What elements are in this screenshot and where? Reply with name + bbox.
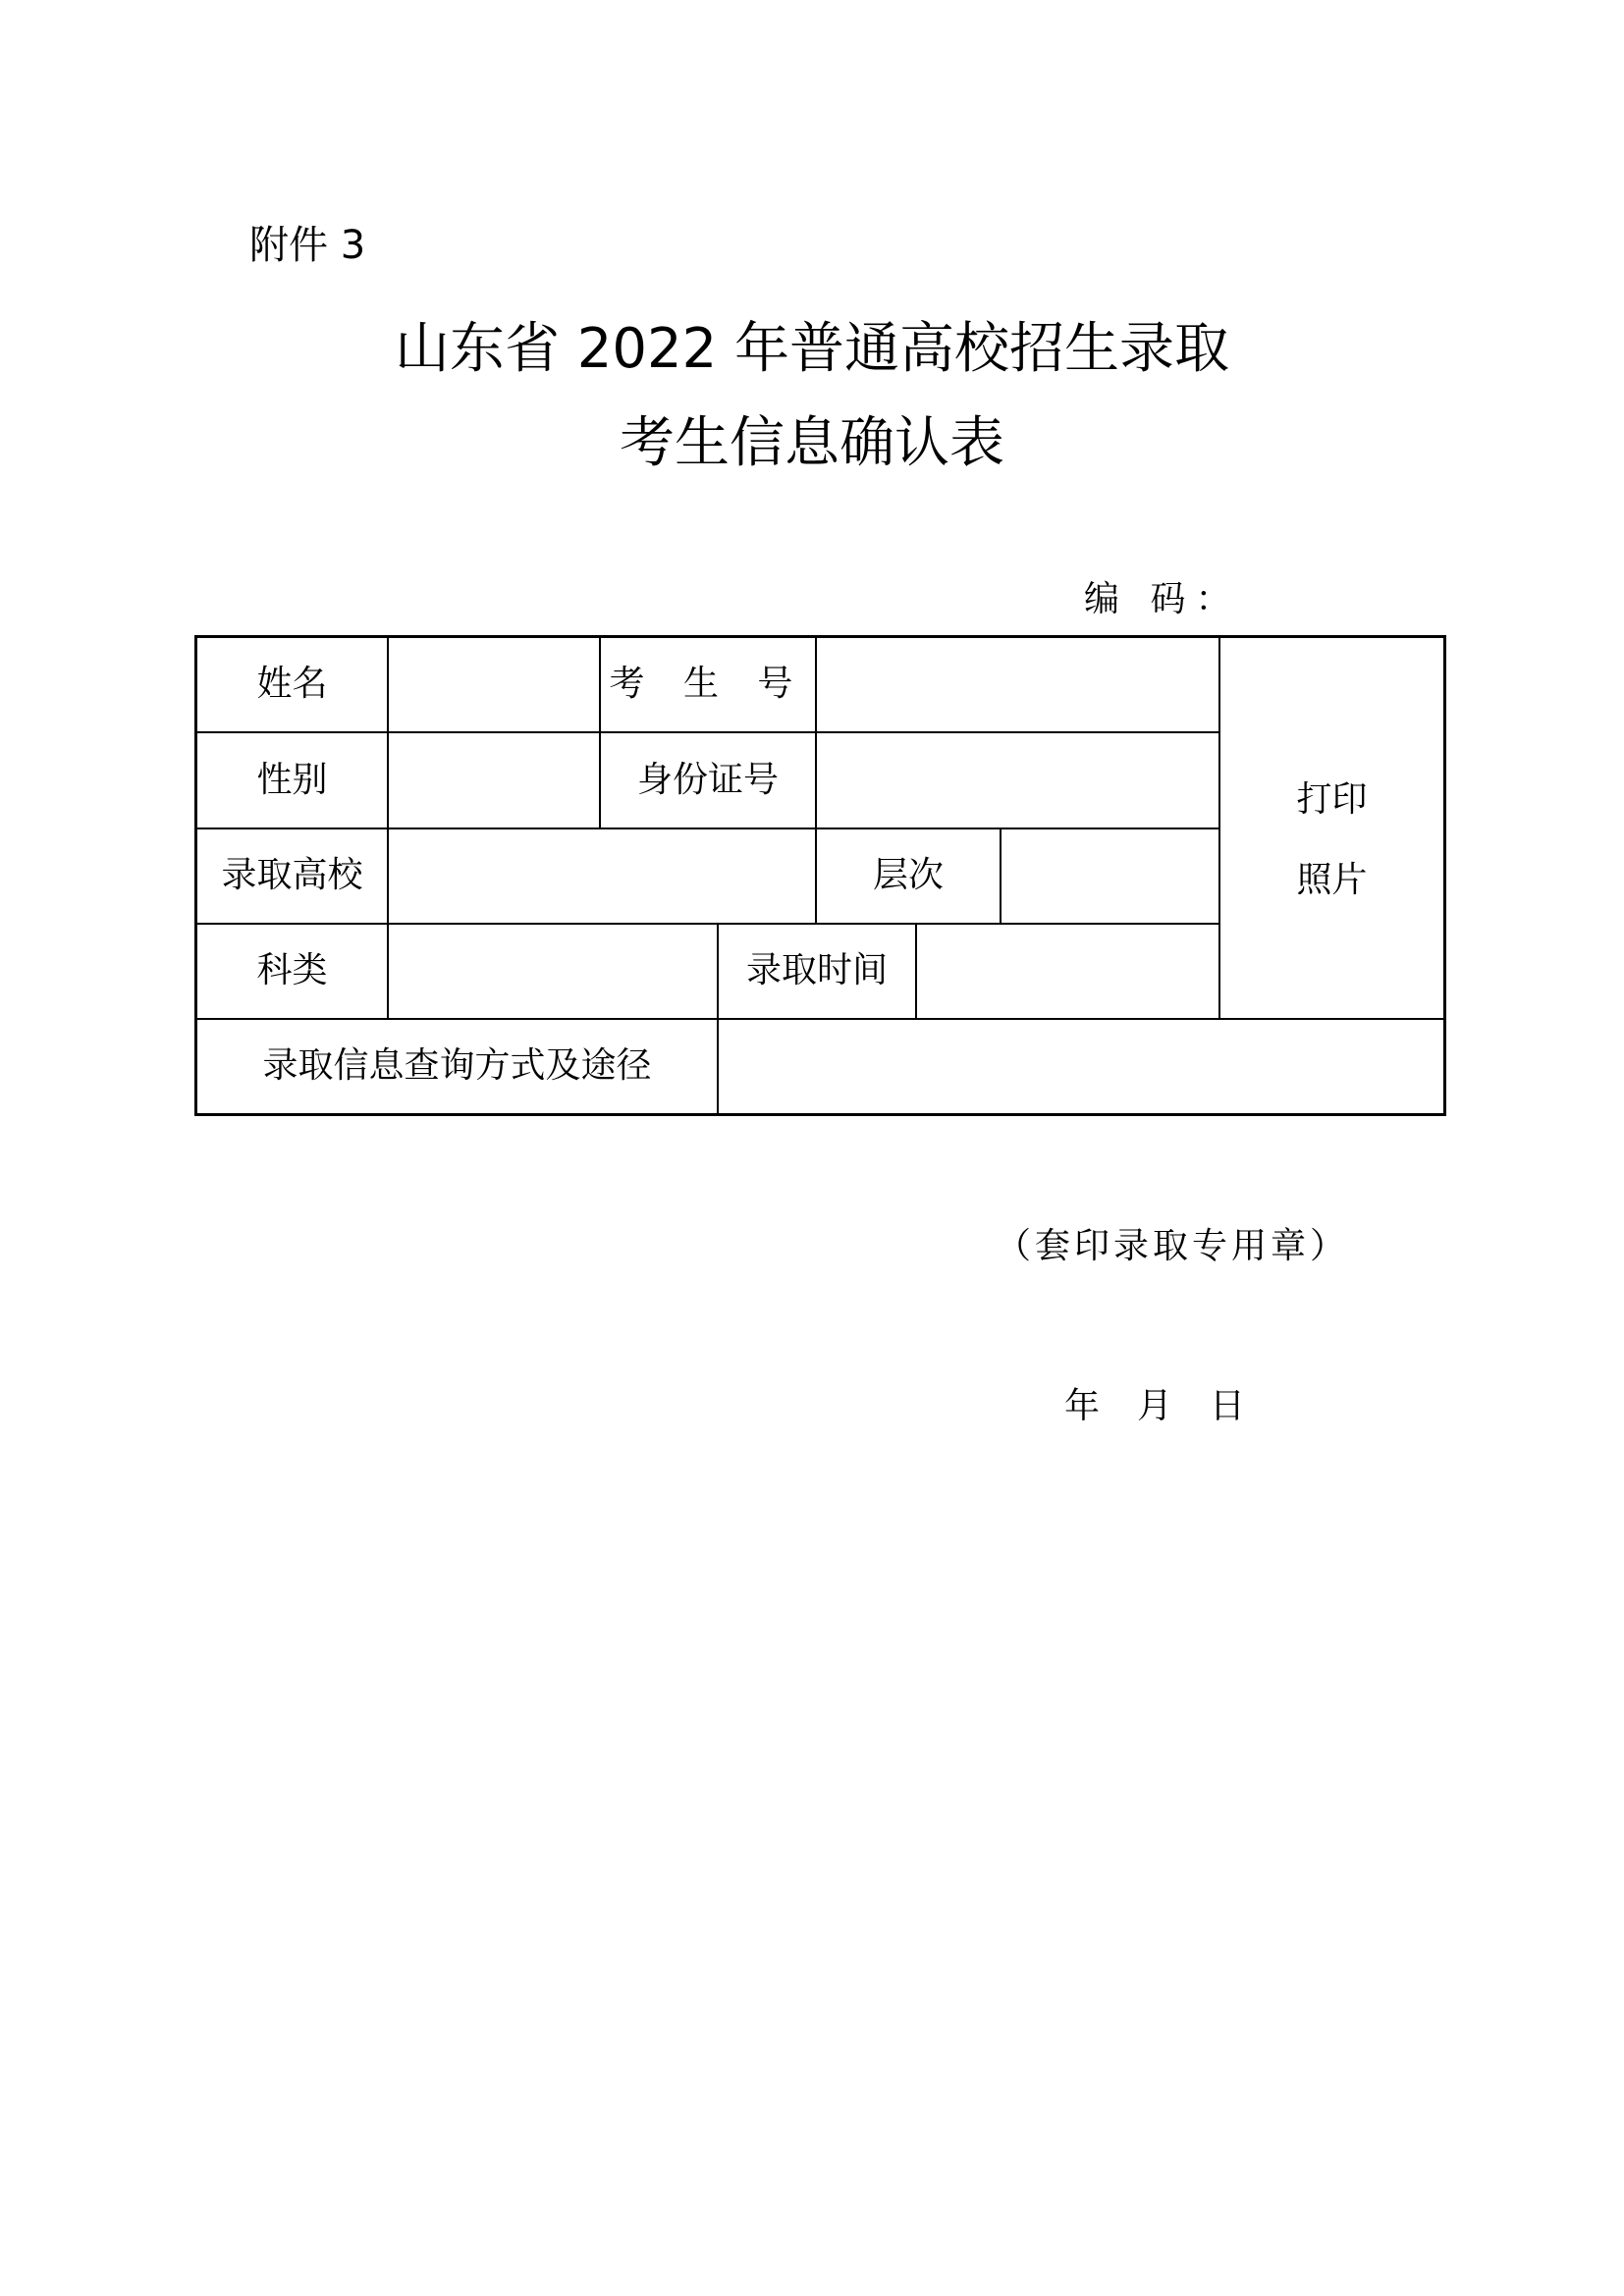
gender-label: 性别 bbox=[256, 760, 328, 800]
code-label: 编 码： bbox=[1084, 579, 1241, 619]
row-divider bbox=[197, 1018, 1443, 1020]
attachment-label: 附件 3 bbox=[249, 223, 366, 268]
row-divider bbox=[197, 923, 1220, 925]
college-label: 录取高校 bbox=[221, 855, 363, 895]
column-divider bbox=[1000, 828, 1001, 923]
date-line bbox=[1064, 1382, 1282, 1431]
date-year: 年 bbox=[1064, 1386, 1101, 1426]
admission-time-label: 录取时间 bbox=[745, 950, 888, 990]
level-label: 层次 bbox=[872, 855, 944, 895]
column-divider bbox=[915, 923, 917, 1018]
column-divider bbox=[1218, 638, 1220, 1018]
row-divider bbox=[197, 731, 1220, 733]
name-label: 姓名 bbox=[256, 664, 328, 704]
document-title-line1: 山东省 2022 年普通高校招生录取 bbox=[394, 317, 1230, 381]
date-day: 日 bbox=[1210, 1386, 1246, 1426]
row-divider bbox=[197, 828, 1220, 829]
document-title-line2: 考生信息确认表 bbox=[620, 411, 1004, 475]
photo-label-line1: 打印 bbox=[1296, 779, 1368, 820]
exam-number-label: 考 生 号 bbox=[609, 664, 807, 704]
confirmation-form-table bbox=[194, 635, 1446, 1116]
subject-label: 科类 bbox=[256, 950, 328, 990]
stamp-note: （套印录取专用章） bbox=[996, 1226, 1350, 1266]
photo-label-line2: 照片 bbox=[1296, 860, 1368, 900]
column-divider bbox=[387, 638, 389, 1018]
date-month: 月 bbox=[1137, 1386, 1173, 1426]
query-method-label: 录取信息查询方式及途径 bbox=[262, 1045, 652, 1086]
id-number-label: 身份证号 bbox=[636, 760, 779, 800]
